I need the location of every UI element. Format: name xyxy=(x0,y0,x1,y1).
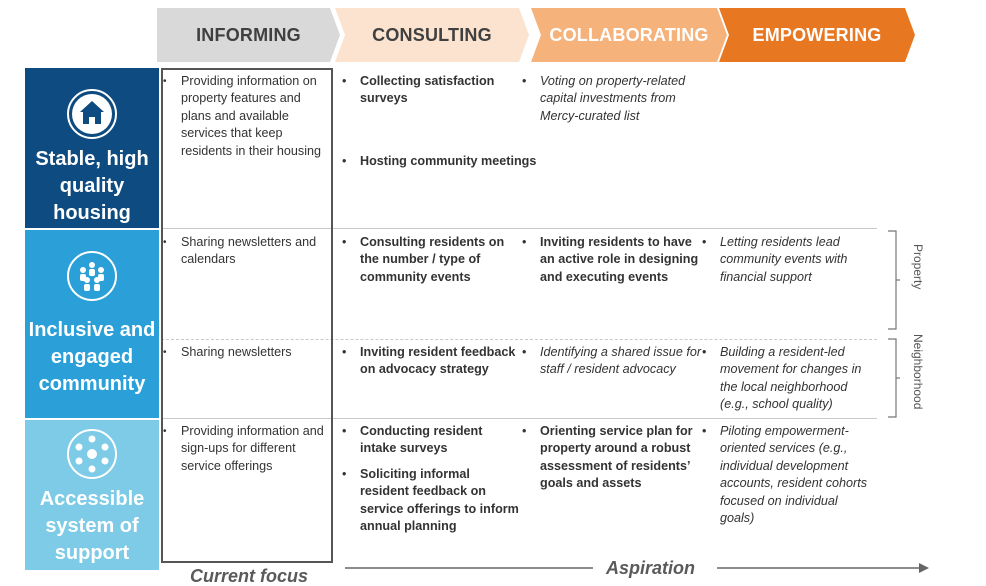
row-label-community-text: Inclusive and engaged community xyxy=(28,319,156,395)
cell-neighborhood-collaborating: • Identifying a shared issue for staff / resident advocacy xyxy=(522,345,702,377)
property-bracket xyxy=(886,230,900,330)
cell-housing-informing: • Providing information on property features and plans and available services that keep residents in their housing xyxy=(163,74,322,158)
aspiration-label: Aspiration xyxy=(606,558,696,578)
cell-support-consulting-1: • Conducting resident intake surveys xyxy=(342,424,483,456)
header-collaborating xyxy=(531,8,727,62)
header-informing xyxy=(157,8,340,62)
side-label-property: Property xyxy=(911,244,925,290)
row-label-housing-text: Stable, high quality housing xyxy=(35,148,149,224)
header-empowering xyxy=(719,8,915,62)
network-icon xyxy=(66,428,118,480)
neighborhood-bracket xyxy=(886,338,900,418)
house-icon xyxy=(66,88,118,140)
cell-support-collaborating: • Orienting service plan for property around a robust assessment of residents’ goals and assets xyxy=(522,424,693,491)
cell-housing-consulting-1: • Collecting satisfaction surveys xyxy=(342,74,495,106)
cell-housing-consulting-2: • Hosting community meetings xyxy=(342,154,537,168)
cell-support-informing: • Providing information and sign-ups for different service offerings xyxy=(163,424,324,473)
cell-neighborhood-empowering: • Building a resident-led movement for changes in the local neighborhood (e.g., school quality) xyxy=(702,345,862,412)
header-consulting-label: CONSULTING xyxy=(372,24,492,45)
row-label-support-text: Accessible system of support xyxy=(39,488,145,564)
cell-neighborhood-informing: • Sharing newsletters xyxy=(163,345,292,359)
cell-support-empowering: • Piloting empowerment-oriented services (e.g., individual development accounts, resident cohorts focused on individual goals) xyxy=(702,424,868,526)
cell-property-consulting: • Consulting residents on the number / type of community events xyxy=(342,235,505,284)
header-empowering-label: EMPOWERING xyxy=(752,24,882,45)
current-focus-label: Current focus xyxy=(190,566,309,586)
cell-neighborhood-consulting: • Inviting resident feedback on advocacy strategy xyxy=(342,345,516,377)
row-label-support xyxy=(25,420,159,570)
header-consulting xyxy=(335,8,529,62)
cell-property-empowering: • Letting residents lead community events with financial support xyxy=(702,235,848,284)
cell-housing-collaborating: • Voting on property-related capital investments from Mercy-curated list xyxy=(522,74,686,123)
cell-property-collaborating: • Inviting residents to have an active role in designing and executing events xyxy=(522,235,699,284)
row-label-housing xyxy=(25,68,159,228)
header-informing-label: INFORMING xyxy=(196,24,301,45)
side-label-neighborhood: Neighborhood xyxy=(911,334,925,410)
people-group-icon xyxy=(66,250,118,302)
cell-property-informing: • Sharing newsletters and calendars xyxy=(163,235,317,267)
cell-support-consulting-2: • Soliciting informal resident feedback on service offerings to inform annual planning xyxy=(342,467,519,534)
header-collaborating-label: COLLABORATING xyxy=(549,24,709,45)
row-label-community xyxy=(25,230,159,418)
